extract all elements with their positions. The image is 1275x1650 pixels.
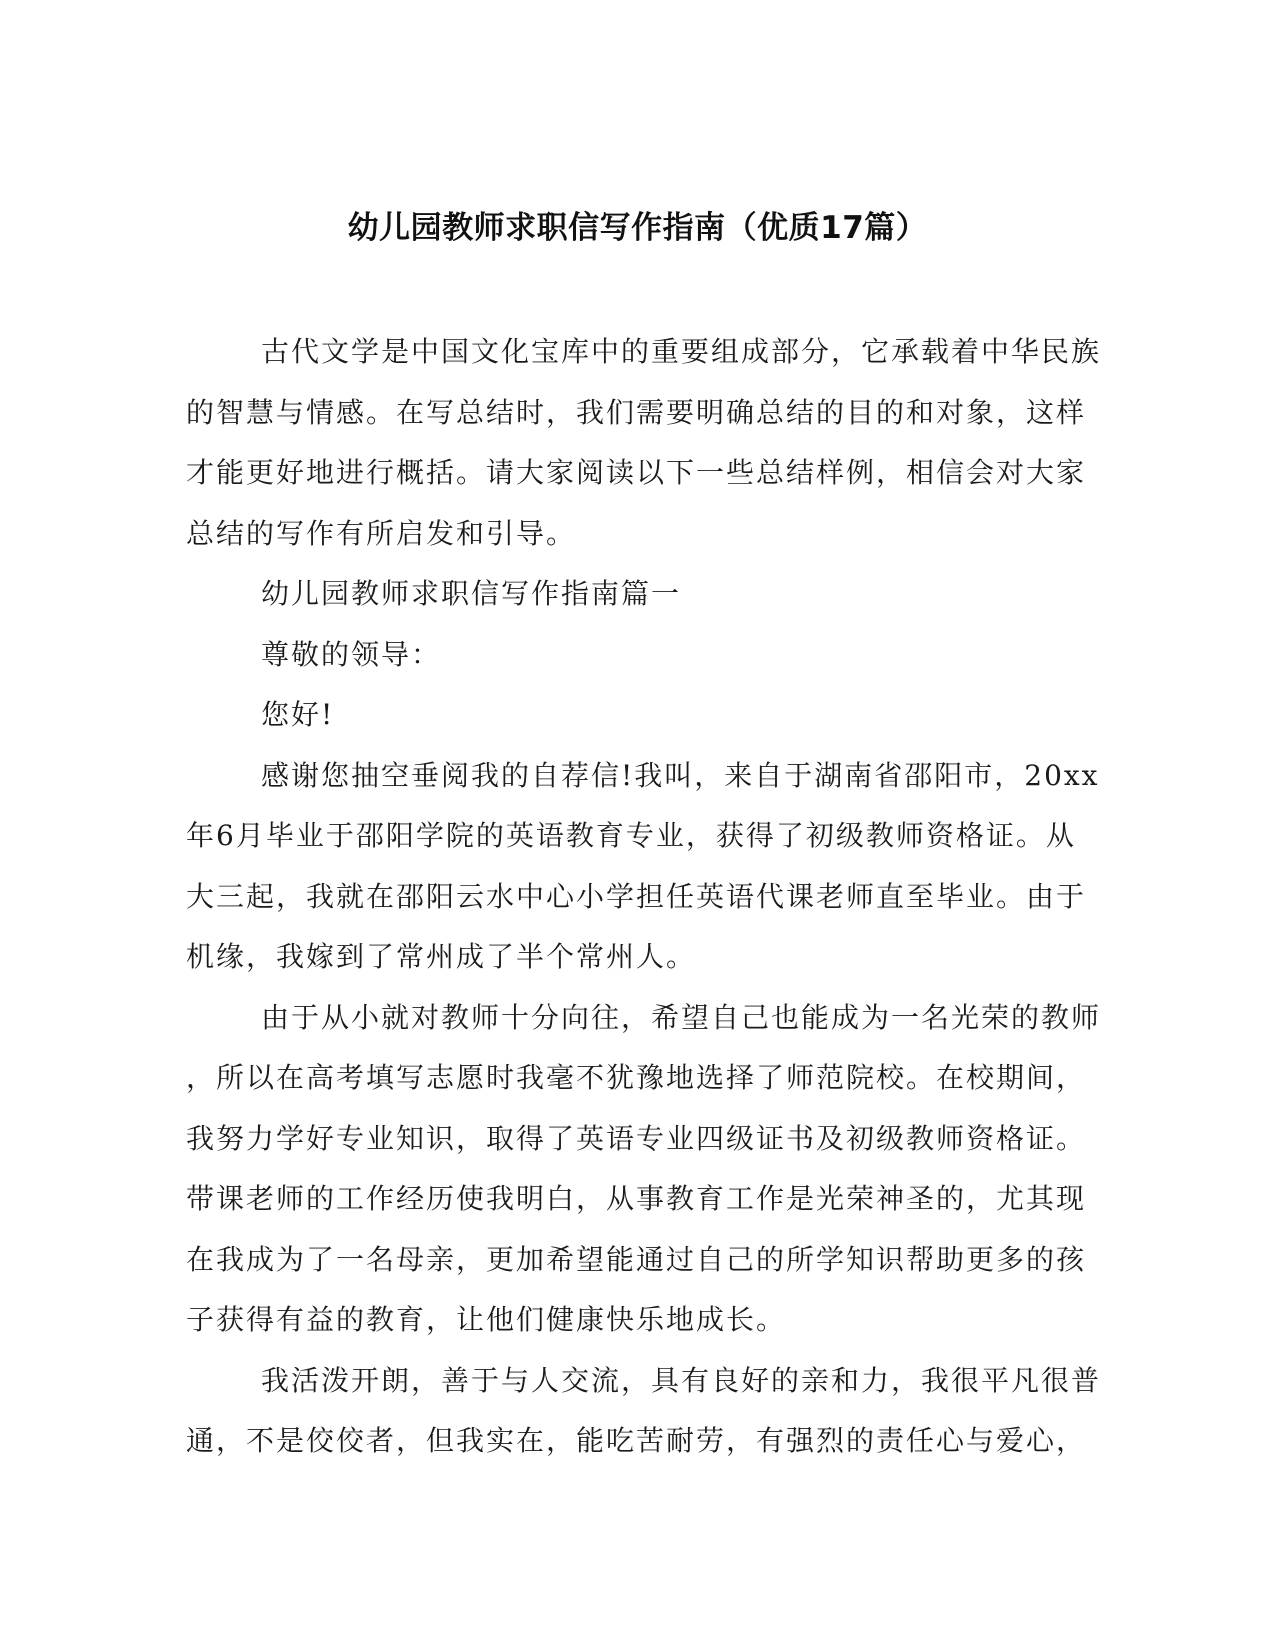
document-title: 幼儿园教师求职信写作指南（优质17篇） <box>347 210 928 246</box>
greeting-text: 您好! <box>261 698 335 731</box>
salutation <box>186 625 1066 686</box>
paragraph-line: 由于从小就对教师十分向往，希望自己也能成为一名光荣的教师 <box>261 1000 1102 1034</box>
section-heading <box>186 564 1066 625</box>
paragraph-line: 通，不是佼佼者，但我实在，能吃苦耐劳，有强烈的责任心与爱心， <box>186 1424 1087 1457</box>
paragraph-line: ，所以在高考填写志愿时我毫不犹豫地选择了师范院校。在校期间， <box>186 1061 1087 1094</box>
greeting <box>186 685 1066 746</box>
paragraph-line: 古代文学是中国文化宝库中的重要组成部分，它承载着中华民族 <box>261 335 1102 368</box>
paragraph-line: 总结的写作有所启发和引导。 <box>186 516 577 550</box>
paragraph-line: 才能更好地进行概括。请大家阅读以下一些总结样例，相信会对大家 <box>186 456 1087 489</box>
body-paragraph-3 <box>186 1351 1102 1472</box>
salutation-text: 尊敬的领导： <box>261 637 442 671</box>
section-heading-text: 幼儿园教师求职信写作指南篇一 <box>261 577 682 610</box>
paragraph-line: 机缘，我嫁到了常州成了半个常州人。 <box>186 940 697 973</box>
body-paragraph-2 <box>186 988 1102 1351</box>
paragraph-line: 大三起，我就在邵阳云水中心小学担任英语代课老师直至毕业。由于 <box>186 879 1087 913</box>
paragraph-line: 我活泼开朗，善于与人交流，具有良好的亲和力，我很平凡很普 <box>261 1363 1102 1397</box>
paragraph-line: 年6月毕业于邵阳学院的英语教育专业，获得了初级教师资格证。从 <box>186 819 1076 852</box>
paragraph-line: 子获得有益的教育，让他们健康快乐地成长。 <box>186 1303 787 1336</box>
paragraph-line: 在我成为了一名母亲，更加希望能通过自己的所学知识帮助更多的孩 <box>186 1242 1087 1276</box>
paragraph-line: 感谢您抽空垂阅我的自荐信!我叫，来自于湖南省邵阳市，20xx <box>261 758 1100 792</box>
intro-paragraph <box>186 322 1102 564</box>
body-paragraph-1 <box>186 746 1100 988</box>
document-body <box>186 322 1102 1472</box>
paragraph-line: 的智慧与情感。在写总结时，我们需要明确总结的目的和对象，这样 <box>186 395 1087 429</box>
paragraph-line: 带课老师的工作经历使我明白，从事教育工作是光荣神圣的，尤其现 <box>186 1182 1087 1215</box>
paragraph-line: 我努力学好专业知识，取得了英语专业四级证书及初级教师资格证。 <box>186 1121 1087 1155</box>
